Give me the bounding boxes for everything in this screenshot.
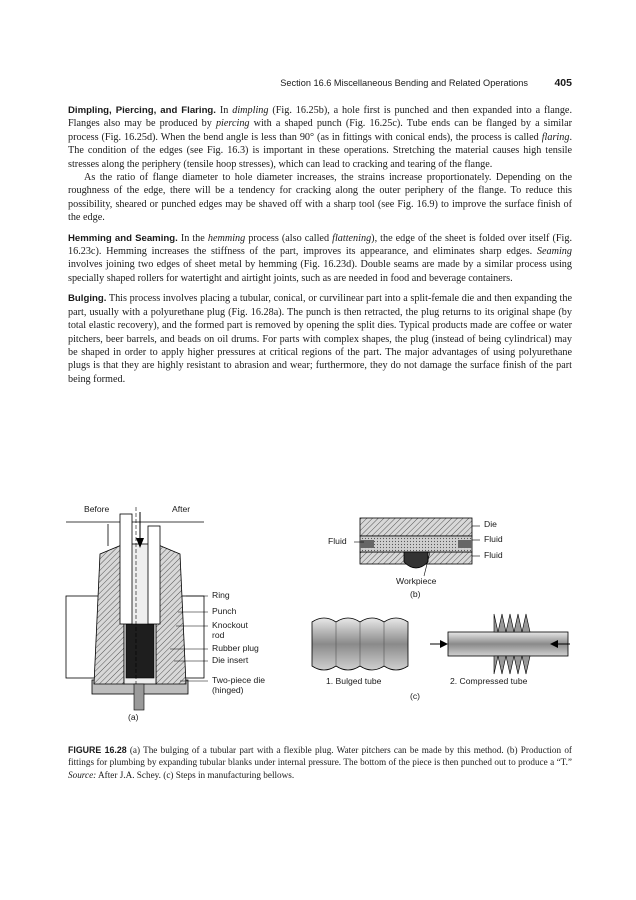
paragraph-bulging: Bulging. This process involves placing a tubular, conical, or curvilinear part into a split-female die and then expanding the part, usually with a polyurethane plug (Fig. 16.28a). The punch is then retracted, the plug returns to its original shape (by total elastic recovery), and the formed part is removed by opening the split dies. Typical products made are coffee or water pitchers, beer barrels, and beads on oil drums. For parts with complex shapes, the plug (instead of being cylindrical) may be shaped in order to apply higher pressures at critical regions of the part. The major advantages of using polyurethane plugs is that they are highly resistant to abrasion and wear; furthermore, they do not damage the surface finish of the part being formed.	[68, 293, 572, 385]
bulging-die-assembly	[66, 504, 208, 710]
workpiece-label: Workpiece	[396, 576, 437, 586]
paragraph-flange-ratio: As the ratio of flange diameter to hole diameter increases, the strains increase proportionately. Depending on the roughness of the edge, there will be a tendency for cracking along the outer periphery of the flange. To reduce this possibility, sheared or punched edges may be shaved off with a sharp tool (see Fig. 16.9) to improve the surface finish of the edge.	[68, 172, 572, 224]
bellows-compressed-tube	[430, 614, 570, 674]
panel-b-label: (b)	[410, 589, 421, 599]
panel-c-label: (c)	[410, 691, 421, 701]
fluid-left-label: Fluid	[328, 536, 347, 546]
die-insert-label: Die insert	[212, 655, 249, 665]
run-in-heading: Hemming and Seaming.	[68, 232, 178, 244]
figure-16-28	[64, 504, 576, 732]
paragraph-dimpling: Dimpling, Piercing, and Flaring. In dimpling (Fig. 16.25b), a hole first is punched and then expanded into a flange. Flanges also may be produced by piercing with a shaped punch (Fig. 16.25c). Tube ends can be flanged by a similar process (Fig. 16.25d). When the bend angle is less than 90° (as in fittings with conical ends), the process is called flaring. The condition of the edges (see Fig. 16.3) is important in these operations. Stretching the material causes high tensile stresses along the periphery (tensile hoop stresses), which can lead to cracking and tearing of the flange.	[68, 105, 573, 170]
ring-label: Ring	[212, 590, 230, 600]
punch-label: Punch	[212, 606, 237, 616]
section-title: Section 16.6 Miscellaneous Bending and Related Operations	[280, 78, 528, 88]
fluid-right-label: Fluid	[484, 534, 503, 544]
before-label: Before	[84, 504, 110, 514]
figure-number: FIGURE 16.28	[68, 745, 127, 755]
figure-caption: FIGURE 16.28 (a) The bulging of a tubular part with a flexible plug. Water pitchers can be made by this method. (b) Production of fittings for plumbing by expanding tubular blanks under internal pressure. The bottom of the piece is then punched out to produce a “T.” Source: After J.A. Schey. (c) Steps in manufacturing bellows.	[68, 745, 572, 780]
die-label: Die	[484, 519, 497, 529]
fluid-right-lower-label: Fluid	[484, 550, 503, 560]
paragraph-hemming: Hemming and Seaming. In the hemming process (also called flattening), the edge of the sheet is folded over itself (Fig. 16.23c). Hemming increases the stiffness of the part, improves its appearance, and eliminates sharp edges. Seaming involves joining two edges of sheet metal by hemming (Fig. 16.23d). Double seams are made by a similar process using specially shaped rollers for watertight and airtight joints, such as are needed in food and beverage containers.	[68, 232, 572, 284]
body-text	[68, 104, 572, 393]
run-in-heading: Bulging.	[68, 293, 107, 305]
knockout-rod-label: Knockout rod	[212, 620, 248, 640]
rubber-plug-label: Rubber plug	[212, 643, 259, 653]
running-header	[68, 78, 572, 92]
after-label: After	[172, 504, 191, 514]
two-piece-die-label: Two-piece die (hinged)	[212, 675, 266, 695]
panel-a-label: (a)	[128, 712, 139, 722]
compressed-tube-label: 2. Compressed tube	[450, 676, 528, 686]
run-in-heading: Dimpling, Piercing, and Flaring.	[68, 105, 216, 116]
page-number: 405	[554, 77, 572, 89]
tee-fitting-diagram	[354, 518, 480, 576]
bellows-bulged-tube	[312, 618, 408, 670]
bulged-tube-label: 1. Bulged tube	[326, 676, 382, 686]
